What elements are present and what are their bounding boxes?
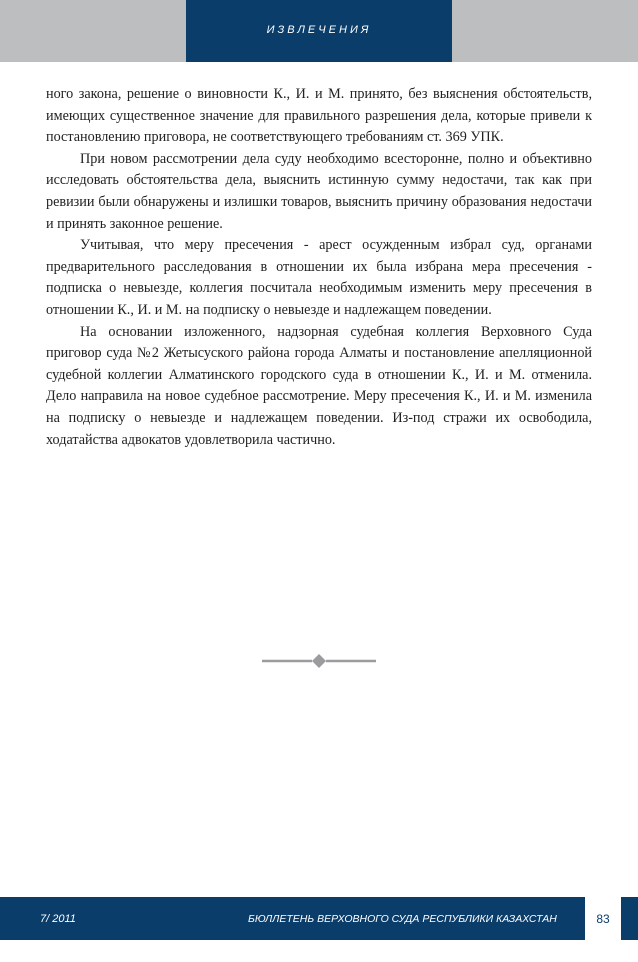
header-section-box <box>186 0 452 62</box>
footer-issue: 7/ 2011 <box>40 912 76 925</box>
paragraph-3: Учитывая, что меру пресечения - арест осужденным избрал суд, органами предварительного расследования в отношении их была избрана мера пресечения - подписка о невыезде, коллегия посчитала необходимым изменить меру пресечения в отношении К., И. и М. на подписку о невыезде и надлежащем поведении. <box>46 237 592 318</box>
page-number: 83 <box>585 897 621 940</box>
section-title: ИЗВЛЕЧЕНИЯ <box>266 24 372 36</box>
footer-journal-title: БЮЛЛЕТЕНЬ ВЕРХОВНОГО СУДА РЕСПУБЛИКИ КАЗАХСТАН <box>248 912 557 925</box>
diamond-divider-icon <box>262 654 376 668</box>
paragraph-4: На основании изложенного, надзорная судебная коллегия Верховного Суда приговор суда №2 Жетысуского района города Алматы и постановление апелляционной судебной коллегии Алматинского городского суда в отношении К., И. и М. отменила. Дело направила на новое судебное рассмотрение. Меру пресечения К., И. и М. изменила на подписку о невыезде и надлежащем поведении. Из-под стражи их освободила, ходатайства адвокатов удовлетворила частично. <box>46 323 592 448</box>
paragraph-2: При новом рассмотрении дела суду необходимо всесторонне, полно и объективно исследовать обстоятельства дела, выяснить истинную сумму недостачи, так как при ревизии были обнаружены и излишки товаров, выяснить причину образования недостачи и принять законное решение. <box>46 150 592 232</box>
header-band <box>0 0 638 62</box>
article-body <box>46 84 592 451</box>
paragraph-1: ного закона, решение о виновности К., И. и М. принято, без выяснения обстоятельств, имеющих существенное значение для правильного разрешения дела, которые привели к постановлению приговора, не соответствующего требованиям ст. 369 УПК. <box>46 86 592 146</box>
